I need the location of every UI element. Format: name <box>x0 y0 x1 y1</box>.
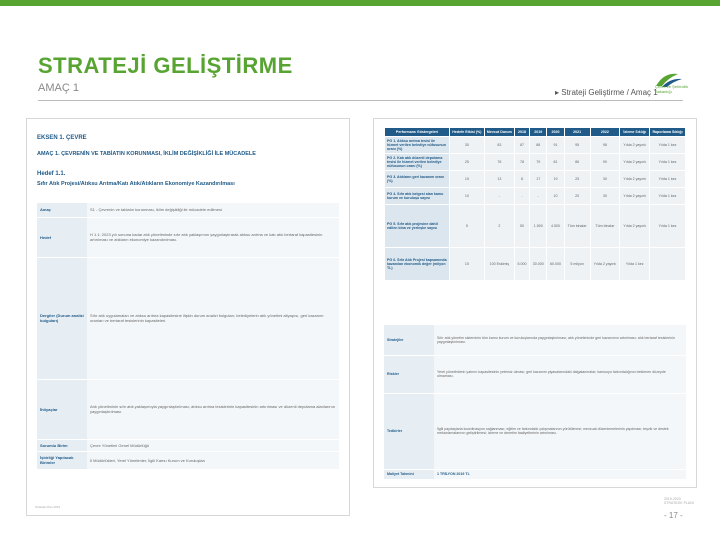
table-cell: 1.500 <box>530 205 547 248</box>
section-label: Riskler <box>384 355 434 393</box>
table-cell: 86 <box>564 154 590 171</box>
column-header: Performans Göstergeleri <box>385 128 450 137</box>
eksen-heading: EKSEN 1. ÇEVRE <box>37 135 87 141</box>
header-divider <box>38 100 683 101</box>
table-cell <box>650 248 686 281</box>
hedef-title: Sıfır Atık Projesi/Atıksu Arıtma/Katı Atık/Atıkların Ekonomiye Kazandırılması <box>37 181 235 187</box>
table-cell: Yılda 1 kez <box>650 171 686 188</box>
table-cell: 95 <box>564 137 590 154</box>
section-label: Stratejiler <box>384 325 434 355</box>
table-cell: 30 <box>590 171 620 188</box>
table-cell: 81 <box>547 154 564 171</box>
table-cell: 10 <box>450 188 485 205</box>
table-header-row <box>385 128 686 137</box>
table-cell: - <box>514 188 529 205</box>
table-cell: 5.000 <box>514 248 529 281</box>
indicator-name: PG 3. Atıkların geri kazanım oranı (%) <box>385 171 450 188</box>
goal-table <box>37 203 339 470</box>
table-cell: Yılda 1 kez <box>620 248 650 281</box>
table-cell: 15 <box>450 171 485 188</box>
table-cell: Tüm binalar <box>590 205 620 248</box>
section-text: İlgili paydaşlarla koordinasyon sağlanması; eğitim ve farkındalık çalışmalarının yürütülmesi; mevzuat düzenlemelerinin yapılması; teşvik ve destek mekanizmalarının geliştirilmesi; izleme ve denetim faaliyetlerinin artırılması. <box>434 393 686 469</box>
left-document-page <box>26 118 350 516</box>
column-header: Raporlama Sıklığı <box>650 128 686 137</box>
indicator-name: PG 4. Sıfır atık belgesi alan kamu kurum ve kuruluşu sayısı <box>385 188 450 205</box>
table-cell: 10 <box>547 188 564 205</box>
table-row <box>37 203 339 217</box>
table-cell: Yılda 2 yayınlı <box>590 248 620 281</box>
table-cell: 90 <box>590 154 620 171</box>
column-header: 2018 <box>514 128 529 137</box>
column-header: 2021 <box>564 128 590 137</box>
table-cell: Yılda 1 kez <box>650 205 686 248</box>
row-label: Hedef <box>37 217 87 257</box>
table-cell: 15 <box>450 248 485 281</box>
table-cell: - <box>484 188 514 205</box>
left-page-footer: Stratejik Plan 2019 <box>35 505 61 509</box>
logo-caption: Çevre ve Şehircilik Bakanlığı <box>655 84 689 94</box>
indicator-name: PG 6. Sıfır Atık Projesi kapsamında kazanılan ekonomik değer (milyon TL) <box>385 248 450 281</box>
table-cell: 20 <box>564 188 590 205</box>
row-label: Sorumlu Birim <box>37 439 87 451</box>
table-cell: 83 <box>484 137 514 154</box>
page-subtitle: AMAÇ 1 <box>38 82 79 94</box>
table-cell: 13 <box>484 171 514 188</box>
table-cell: 30 <box>450 137 485 154</box>
table-cell: 19 <box>547 171 564 188</box>
table-cell: 50 <box>514 205 529 248</box>
row-text: S1 - Çevrenin ve tabiatın korunması, iklim değişikliği ile mücadele edilmesi <box>87 203 339 217</box>
table-row <box>385 171 686 188</box>
right-document-page <box>373 118 697 488</box>
table-cell: Yılda 2 yayınlı <box>620 137 650 154</box>
row-text: Çevre Yönetimi Genel Müdürlüğü <box>87 439 339 451</box>
table-cell: 98 <box>590 137 620 154</box>
table-row <box>385 137 686 154</box>
indicator-name: PG 2. Katı atık düzenli depolama tesisi ile hizmet verilen belediye nüfusunun oranı (%) <box>385 154 450 171</box>
row-label: İşbirliği Yapılacak Birimler <box>37 451 87 469</box>
table-row <box>385 154 686 171</box>
column-header: 2019 <box>530 128 547 137</box>
table-row <box>384 393 686 469</box>
table-cell: 5 <box>450 205 485 248</box>
page-number: - 17 - <box>664 511 683 520</box>
column-header: 2022 <box>590 128 620 137</box>
table-cell: 30.000 <box>530 248 547 281</box>
table-row <box>384 469 686 479</box>
section-text: Sıfır atık yönetim sisteminin tüm kamu kurum ve kuruluşlarında yaygınlaştırılması; atık yönetiminde geri kazanımın artırılması; atık bertaraf tesislerinin yaygınlaştırılması. <box>434 325 686 355</box>
table-cell: 78 <box>514 154 529 171</box>
row-text: Sıfır atık uygulamaları ve atıksu arıtma kapasitesine ilişkin durum analizi bulguları; belediyelerin atık yönetimi altyapısı, geri kazanım oranları ve bertaraf tesislerinin kapasiteleri. <box>87 257 339 379</box>
section-text: 1 TRİLYON 2019 TL <box>434 469 686 479</box>
table-cell: 30 <box>590 188 620 205</box>
table-row <box>385 248 686 281</box>
table-row <box>37 439 339 451</box>
row-label: Amaç <box>37 203 87 217</box>
row-label: İhtiyaçlar <box>37 379 87 439</box>
column-header: İzleme Sıklığı <box>620 128 650 137</box>
section-label: Maliyet Tahmini <box>384 469 434 479</box>
breadcrumb: ▸ Strateji Geliştirme / Amaç 1 <box>555 88 658 97</box>
table-cell: 60.000 <box>547 248 564 281</box>
table-cell: 17 <box>530 171 547 188</box>
table-row <box>37 217 339 257</box>
table-cell: Tüm binalar <box>564 205 590 248</box>
table-cell: 76 <box>484 154 514 171</box>
table-cell: 25 <box>564 171 590 188</box>
table-cell: 8 <box>514 171 529 188</box>
column-header: Mevcut Durum <box>484 128 514 137</box>
indicator-table <box>384 127 686 281</box>
table-cell: - <box>530 188 547 205</box>
strategy-table <box>384 325 686 480</box>
row-label: Dergiler (Durum analizi bulguları) <box>37 257 87 379</box>
table-cell: Yılda 1 kez <box>650 137 686 154</box>
amac-heading: AMAÇ 1. ÇEVRENİN VE TABİATIN KORUNMASI, İKLİM DEĞİŞİKLİĞİ İLE MÜCADELE <box>37 151 256 157</box>
indicator-name: PG 1. Atıksu arıtma tesisi ile hizmet verilen belediye nüfusunun oranı (%) <box>385 137 450 154</box>
table-cell: 79 <box>530 154 547 171</box>
row-text: Atık yönetiminin sıfır atık yaklaşımıyla yaygınlaştırılması; atıksu arıtma tesislerinin kapasitesinin artırılması ve düzenli depolama alanlarının yaygınlaştırılması. <box>87 379 339 439</box>
top-accent-bar <box>0 0 720 6</box>
page-label: 2019-2023 STRATEJİK PLANI <box>664 497 694 505</box>
table-row <box>37 257 339 379</box>
page-title: STRATEJİ GELİŞTİRME <box>38 53 293 78</box>
section-label: Tedbirler <box>384 393 434 469</box>
table-cell: Yılda 1 kez <box>650 154 686 171</box>
section-text: Yerel yönetimlerin yatırım kapasitesinin yetersiz olması; geri kazanım piyasalarındaki dalgalanmalar; kamuoyu farkındalığının beklenen düzeyde olmaması. <box>434 355 686 393</box>
row-text: H 1.1: 2023 yılı sonuna kadar atık yönetiminde sıfır atık yaklaşımını yaygınlaştırarak atıksu arıtma ve katı atık bertaraf kapasitesinin artırılması ve atıkların ekonomiye kazandırılması. <box>87 217 339 257</box>
table-cell: Yılda 2 yayınlı <box>620 188 650 205</box>
table-row <box>385 205 686 248</box>
column-header: Hedefe Etkisi (%) <box>450 128 485 137</box>
table-row <box>385 188 686 205</box>
table-cell: Yılda 2 yayınlı <box>620 205 650 248</box>
table-cell: 2 <box>484 205 514 248</box>
table-cell: 25 <box>450 154 485 171</box>
table-cell: 5 milyon <box>564 248 590 281</box>
indicator-name: PG 5. Sıfır atık projesine dahil edilen bina ve yerleşke sayısı <box>385 205 450 248</box>
table-cell: 87 <box>514 137 529 154</box>
column-header: 2020 <box>547 128 564 137</box>
table-row <box>37 379 339 439</box>
table-cell: 100 Eskimiş <box>484 248 514 281</box>
table-cell: 88 <box>530 137 547 154</box>
table-cell: Yılda 2 yayınlı <box>620 154 650 171</box>
table-cell: Yılda 2 yayınlı <box>620 171 650 188</box>
table-row <box>37 451 339 469</box>
table-row <box>384 355 686 393</box>
hedef-number: Hedef 1.1. <box>37 171 66 177</box>
table-cell: Yılda 1 kez <box>650 188 686 205</box>
table-cell: 91 <box>547 137 564 154</box>
row-text: İl Müdürlükleri, Yerel Yönetimler, İlgili Kamu Kurum ve Kuruluşları <box>87 451 339 469</box>
table-cell: 4.500 <box>547 205 564 248</box>
table-row <box>384 325 686 355</box>
